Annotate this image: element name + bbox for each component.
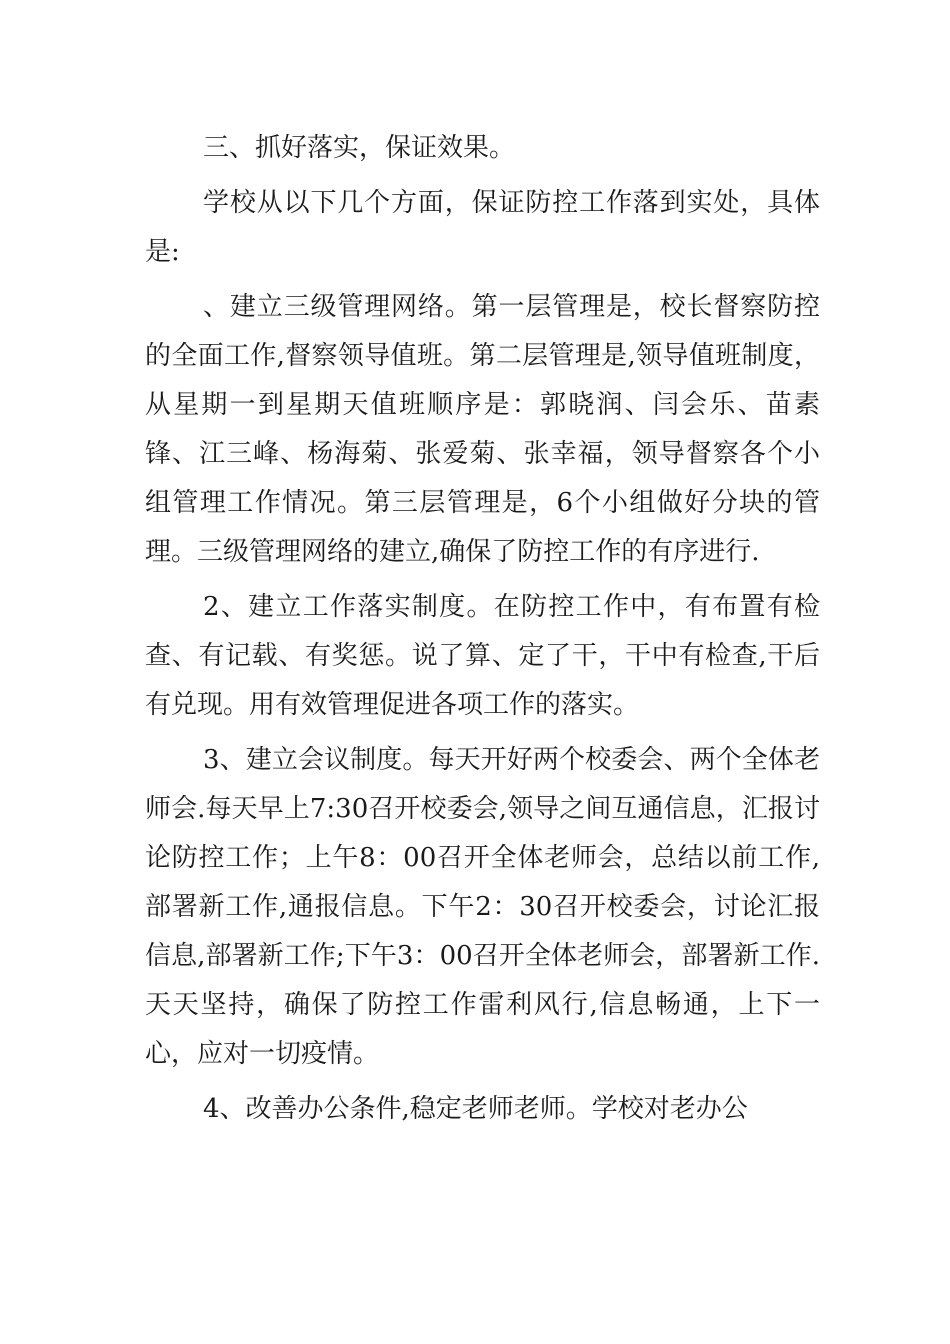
paragraph-work-system: 2、建立工作落实制度。在防控工作中，有布置有检查、有记载、有奖惩。说了算、定了干，干中有检查,干后有兑现。用有效管理促进各项工作的落实。 <box>145 592 820 720</box>
paragraph-office-conditions: 4、改善办公条件,稳定老师老师。学校对老办公 <box>203 1094 748 1124</box>
section-heading: 三、抓好落实，保证效果。 <box>203 133 516 163</box>
intro-paragraph: 学校从以下几个方面，保证防控工作落到实处，具体是: <box>145 188 820 267</box>
paragraph-management-network: 、建立三级管理网络。第一层管理是，校长督察防控的全面工作,督察领导值班。第二层管理是,领导值班制度，从星期一到星期天值班顺序是：郭晓润、闫会乐、苗素锋、江三峰、杨海菊、张爱菊、张幸福，领导督察各个小组管理工作情况。第三层管理是，6个小组做好分块的管理。三级管理网络的建立,确保了防控工作的有序进行. <box>145 292 820 567</box>
paragraph-meeting-system: 3、建立会议制度。每天开好两个校委会、两个全体老师会.每天早上7:30召开校委会,领导之间互通信息，汇报讨论防控工作；上午8：00召开全体老师会，总结以前工作,部署新工作,通报信息。下午2：30召开校委会，讨论汇报信息,部署新工作;下午3：00召开全体老师会，部署新工作.天天坚持，确保了防控工作雷利风行,信息畅通，上下一心，应对一切疫情。 <box>145 745 820 1069</box>
document-body <box>145 124 820 1140</box>
